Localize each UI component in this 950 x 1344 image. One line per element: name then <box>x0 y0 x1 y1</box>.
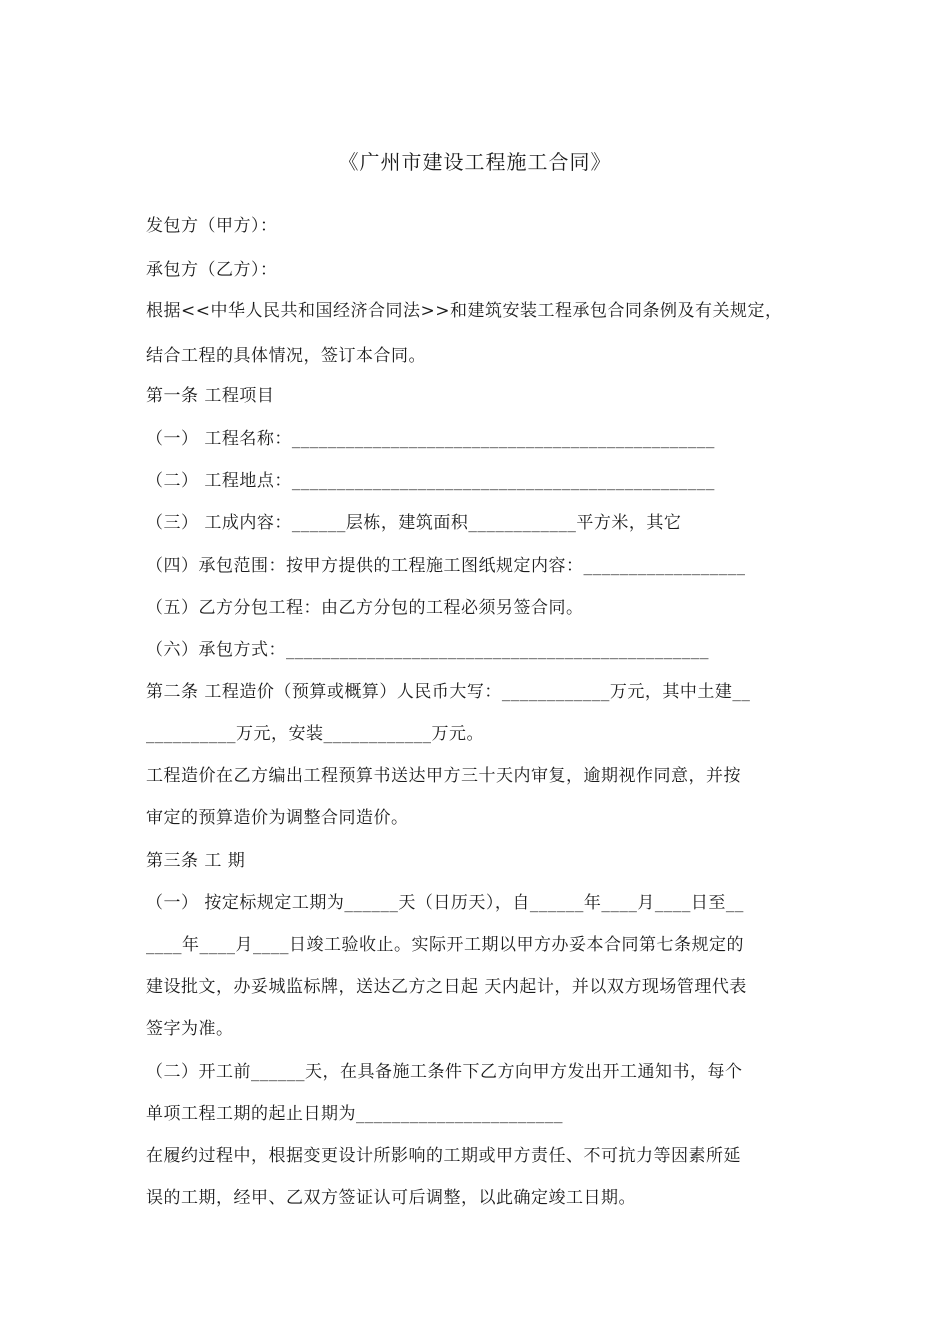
article-1-item-2: （二） 工程地点：_______________________________________________ <box>146 471 715 491</box>
article-3-paragraph-line-1: 在履约过程中，根据变更设计所影响的工期或甲方责任、不可抗力等因素所延 <box>146 1146 741 1166</box>
article-1-item-5: （五）乙方分包工程：由乙方分包的工程必须另签合同。 <box>146 598 584 618</box>
document-title: 《广州市建设工程施工合同》 <box>338 150 612 174</box>
article-3-item-2-line-1: （二）开工前______天，在具备施工条件下乙方向甲方发出开工通知书，每个 <box>146 1062 743 1082</box>
party-a-line: 发包方（甲方）： <box>146 216 278 236</box>
article-1-item-3: （三） 工成内容：______层栋，建筑面积____________平方米，其它 <box>146 513 682 533</box>
article-2-line-2: __________万元，安装____________万元。 <box>146 724 484 744</box>
article-1-item-1: （一） 工程名称：_______________________________________________ <box>146 429 715 449</box>
article-3-heading: 第三条 工 期 <box>146 851 246 871</box>
article-3-item-2-line-2: 单项工程工期的起止日期为_______________________ <box>146 1104 563 1124</box>
article-3-item-1-line-4: 签字为准。 <box>146 1019 234 1039</box>
article-1-item-6: （六）承包方式：_______________________________________________ <box>146 640 709 660</box>
article-3-item-1-line-3: 建设批文，办妥城监标牌，送达乙方之日起 天内起计，并以双方现场管理代表 <box>146 977 747 997</box>
article-1-heading: 第一条 工程项目 <box>146 386 275 406</box>
article-3-paragraph-line-2: 误的工期，经甲、乙双方签证认可后调整，以此确定竣工日期。 <box>146 1188 636 1208</box>
party-b-line: 承包方（乙方）： <box>146 260 278 280</box>
article-3-item-1-line-1: （一） 按定标规定工期为______天（日历天），自______年____月____日至__ <box>146 893 744 913</box>
article-2-line-1: 第二条 工程造价（预算或概算）人民币大写：____________万元，其中土建__ <box>146 682 751 702</box>
article-3-item-1-line-2: ____年____月____日竣工验收止。实际开工期以甲方办妥本合同第七条规定的 <box>146 935 744 955</box>
preamble-line-2: 结合工程的具体情况，签订本合同。 <box>146 346 426 366</box>
preamble-line-1: 根据<<中华人民共和国经济合同法>>和建筑安装工程承包合同条例及有关规定， <box>146 301 783 321</box>
article-1-item-4: （四）承包范围：按甲方提供的工程施工图纸规定内容：__________________ <box>146 556 746 576</box>
article-2-line-3: 工程造价在乙方编出工程预算书送达甲方三十天内审复，逾期视作同意，并按 <box>146 766 741 786</box>
article-2-line-4: 审定的预算造价为调整合同造价。 <box>146 808 409 828</box>
